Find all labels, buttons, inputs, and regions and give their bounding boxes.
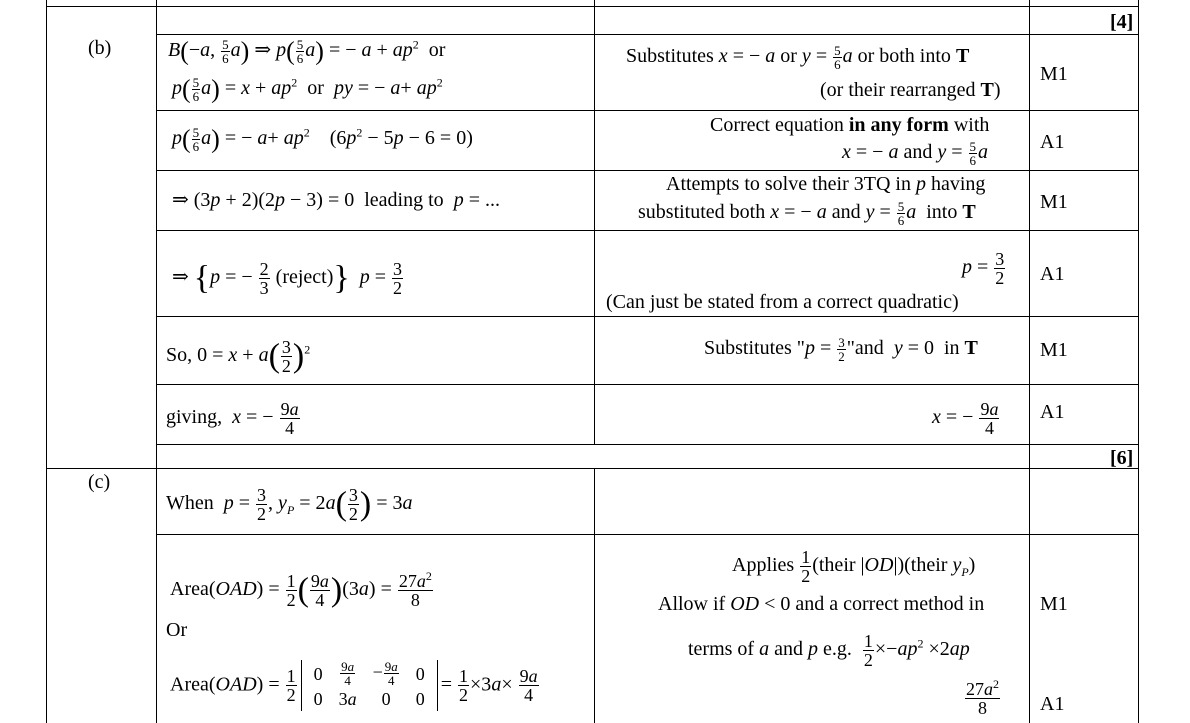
b-r5-mark: M1: [1040, 339, 1068, 361]
b-r4-work: ⇒ {p = − $\frac{2}{3}$ (reject)} p = $\frac{3}{2}$: [172, 259, 402, 298]
col-line: [1138, 0, 1139, 723]
b-r1-or: or: [428, 39, 446, 62]
row-line: [156, 384, 1138, 385]
c-area-line2: Area(OAD) = $\frac{1}{2}$ 0 $\frac{9a}{4}$ − $\frac{9a}{4}$ 0 0 3a 0 0 = $\frac{1}{2}$ ×3a× $\frac{9a}{4}$: [170, 659, 538, 710]
b-r2-guide-line2: x = − a and y = $\frac{5}{6}$ a: [842, 139, 989, 168]
col-line: [46, 0, 47, 723]
c-guide-line1: Applies $\frac{1}{2}$ (their |OD|)(their $y_P$): [732, 547, 976, 586]
b-r5-guide: Substitutes "p = $\frac{3}{2}$ "and y = 0 in T: [704, 335, 978, 364]
row-line: [156, 534, 1138, 535]
b-r4-guide-line2: (Can just be stated from a correct quadratic): [606, 291, 959, 313]
c-area-line1: Area(OAD) = $\frac{1}{2}$ ( $\frac{9a}{4}$ )(3a) = $\frac{27a^2}{8}$: [170, 569, 432, 610]
total-marks-b: [6]: [1110, 447, 1134, 469]
b-r4-mark: A1: [1040, 263, 1065, 285]
b-r6-guide: x = − $\frac{9a}{4}$: [932, 399, 999, 438]
c-mark-a1: A1: [1040, 693, 1065, 715]
b-r6-mark: A1: [1040, 401, 1065, 423]
row-line: [156, 316, 1138, 317]
b-r2-mark: A1: [1040, 131, 1065, 153]
b-r2-guide-line1: Correct equation in any form with: [710, 114, 990, 136]
b-r3-mark: M1: [1040, 191, 1068, 213]
c-or: Or: [166, 619, 188, 641]
row-line: [46, 468, 1138, 469]
b-r1-or-2: or: [307, 77, 324, 100]
col-line: [594, 0, 595, 34]
c-guide-line3: terms of a and p e.g. $\frac{1}{2}$ $\times-ap^2 \times 2ap$: [688, 631, 970, 670]
row-line: [156, 170, 1138, 171]
b-r1-work-line1: B(−a, $\frac{5}{6}$ a) ⇒ p( $\frac{5}{6}$ a) = − $a + ap^2$ or: [168, 36, 446, 66]
b-r3-work: ⇒ (3p + 2)(2p − 3) = 0 leading to p = ...: [172, 189, 500, 211]
b-r5-work: So, 0 = x + a( $\frac{3}{2}$ )$^2$: [166, 337, 311, 376]
c-mark-m1: M1: [1040, 593, 1068, 615]
row-line: [156, 110, 1138, 111]
part-label-c: (c): [88, 471, 111, 493]
c-r1-work: When p = $\frac{3}{2}$ , $y_P = 2a$( $\frac{3}{2}$ ) = 3a: [166, 485, 413, 524]
row-line: [156, 444, 1138, 445]
b-r3-guide-line2: substituted both x = − a and y = $\frac{5}{6}$ a into T: [638, 199, 976, 228]
b-r3-guide-line1: Attempts to solve their 3TQ in p having: [666, 173, 986, 195]
b-r1-guide-line1: Substitutes x = − a or y = $\frac{5}{6}$ a or both into T: [626, 43, 970, 72]
col-line: [1029, 0, 1030, 723]
total-marks-prev: [4]: [1110, 11, 1134, 33]
row-line: [46, 6, 1138, 7]
b-r6-work: giving, x = − $\frac{9a}{4}$: [166, 399, 299, 438]
c-guide-line4: $\frac{27a^2}{8}$: [966, 677, 999, 718]
col-line: [156, 0, 157, 723]
row-line: [156, 34, 1138, 35]
c-guide-line2: Allow if OD < 0 and a correct method in: [658, 593, 985, 615]
part-label-b: (b): [88, 37, 112, 59]
row-line: [156, 230, 1138, 231]
col-line: [594, 468, 595, 723]
col-line: [594, 34, 595, 444]
b-r4-guide-line1: p = $\frac{3}{2}$: [962, 249, 1005, 288]
b-r1-mark: M1: [1040, 63, 1068, 85]
b-r2-work: p( $\frac{5}{6}$ a) = − $a+ ap^2$ $(6p^2 - 5p - 6 = 0)$: [172, 124, 473, 154]
b-r1-work-line2: p( $\frac{5}{6}$ $a) = x + ap^2$ or py = − $a+ ap^2$: [172, 74, 443, 104]
determinant: 0 $\frac{9a}{4}$ − $\frac{9a}{4}$ 0 0 3a 0 0: [301, 660, 438, 711]
b-r1-guide-line2: (or their rearranged T): [820, 79, 1001, 101]
